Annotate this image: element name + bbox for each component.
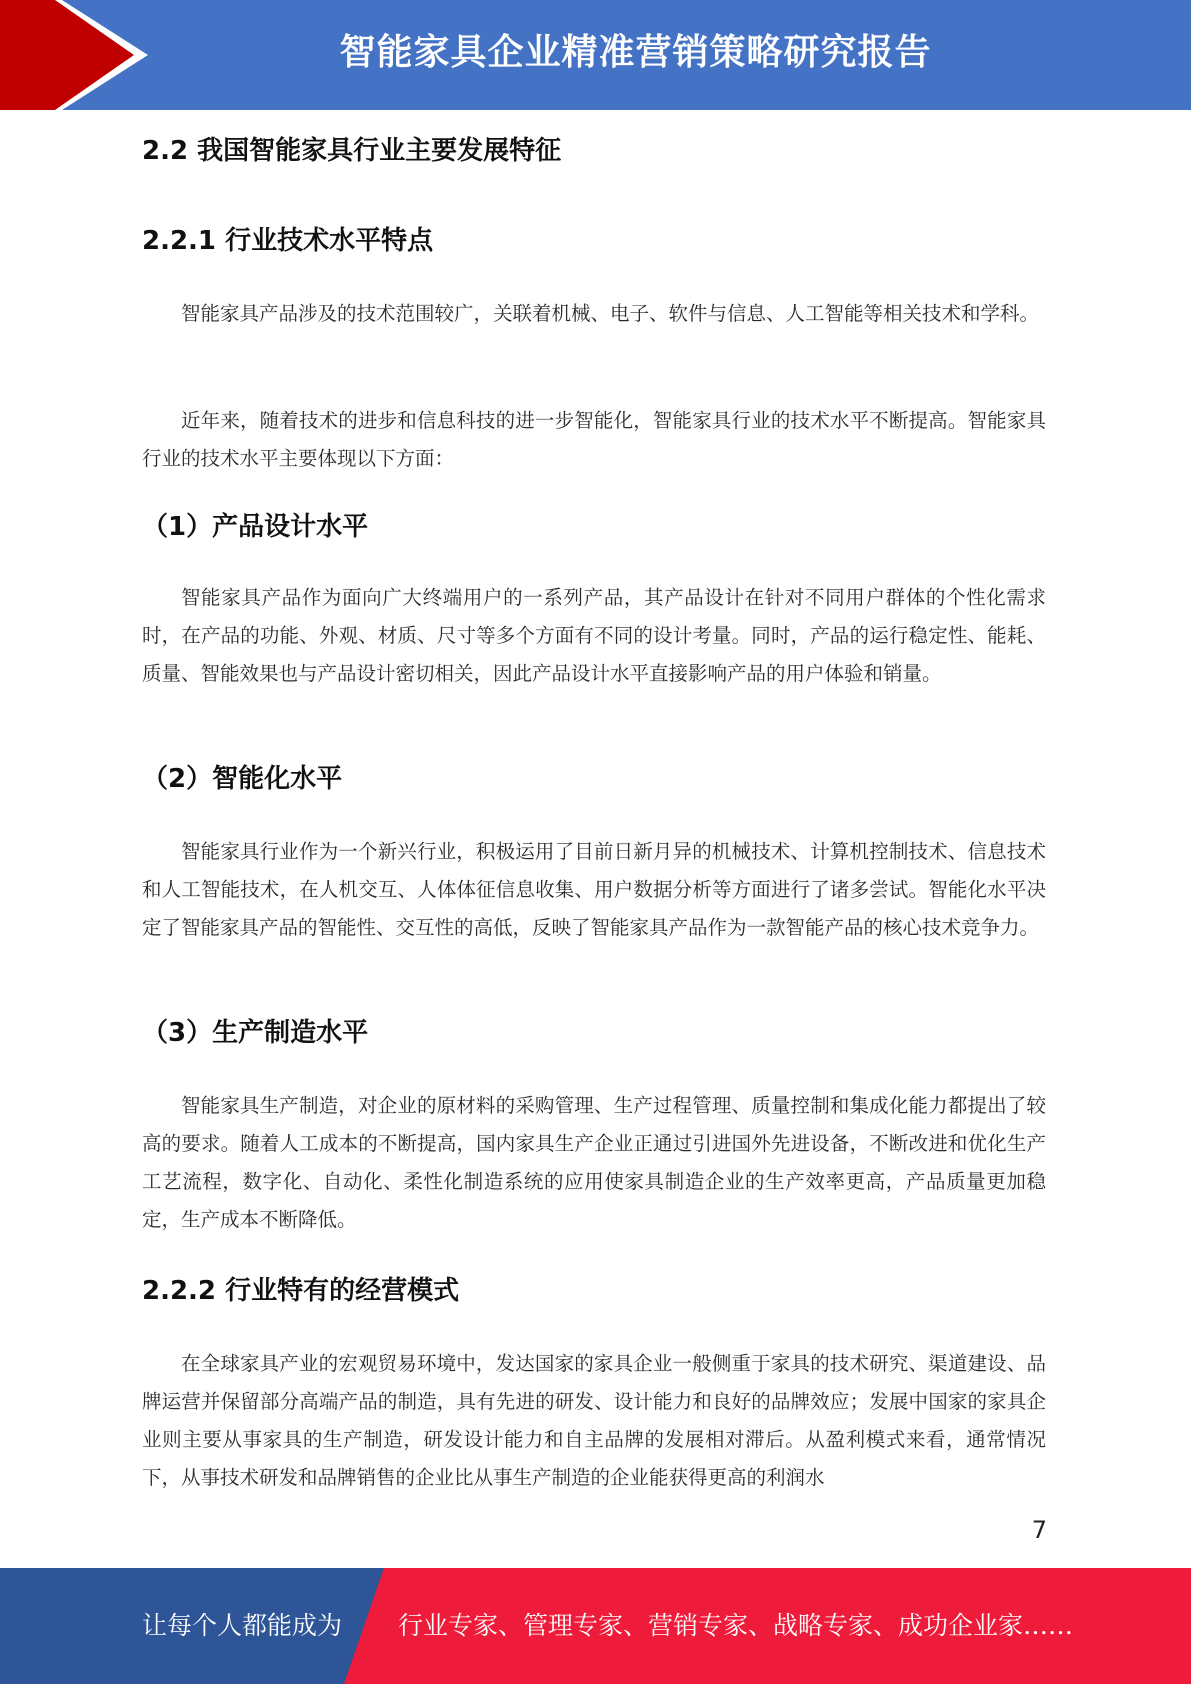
paragraph: 近年来，随着技术的进步和信息科技的进一步智能化，智能家具行业的技术水平不断提高。智能家具行业的技术水平主要体现以下方面：	[142, 409, 1046, 470]
paragraph: 智能家具行业作为一个新兴行业，积极运用了目前日新月异的机械技术、计算机控制技术、信息技术和人工智能技术，在人机交互、人体体征信息收集、用户数据分析等方面进行了诸多尝试。智能化水平决定了智能家具产品的智能性、交互性的高低，反映了智能家具产品作为一款智能产品的核心技术竞争力。	[142, 840, 1046, 939]
subheading-product-design: （1）产品设计水平	[142, 512, 369, 542]
paragraph: 在全球家具产业的宏观贸易环境中，发达国家的家具企业一般侧重于家具的技术研究、渠道建设、品牌运营并保留部分高端产品的制造，具有先进的研发、设计能力和良好的品牌效应；发展中国家的家具企业则主要从事家具的生产制造，研发设计能力和自主品牌的发展相对滞后。从盈利模式来看，通常情况下，从事技术研发和品牌销售的企业比从事生产制造的企业能获得更高的利润水	[142, 1352, 1046, 1489]
document-title: 智能家具企业精准营销策略研究报告	[339, 32, 932, 73]
page-number: 7	[1031, 1516, 1047, 1544]
paragraph: 智能家具生产制造，对企业的原材料的采购管理、生产过程管理、质量控制和集成化能力都提出了较高的要求。随着人工成本的不断提高，国内家具生产企业正通过引进国外先进设备，不断改进和优化生产工艺流程，数字化、自动化、柔性化制造系统的应用使家具制造企业的生产效率更高，产品质量更加稳定，生产成本不断降低。	[142, 1094, 1046, 1231]
paragraph: 智能家具产品涉及的技术范围较广，关联着机械、电子、软件与信息、人工智能等相关技术和学科。	[181, 302, 1040, 325]
section-heading-2-2-1: 2.2.1 行业技术水平特点	[142, 226, 434, 256]
footer-slogan-right: 行业专家、管理专家、营销专家、战略专家、成功企业家……	[398, 1611, 1074, 1640]
paragraph: 智能家具产品作为面向广大终端用户的一系列产品，其产品设计在针对不同用户群体的个性化需求时，在产品的功能、外观、材质、尺寸等多个方面有不同的设计考量。同时，产品的运行稳定性、能耗、质量、智能效果也与产品设计密切相关，因此产品设计水平直接影响产品的用户体验和销量。	[142, 586, 1046, 685]
footer-slogan-left: 让每个人都能成为	[142, 1611, 343, 1640]
section-heading-2-2-2: 2.2.2 行业特有的经营模式	[142, 1276, 460, 1306]
subheading-intelligence-level: （2）智能化水平	[142, 764, 343, 794]
section-heading-2-2: 2.2 我国智能家具行业主要发展特征	[142, 136, 562, 166]
footer-banner	[0, 1568, 1191, 1684]
header-banner	[0, 0, 1191, 110]
subheading-manufacturing-level: （3）生产制造水平	[142, 1018, 369, 1048]
